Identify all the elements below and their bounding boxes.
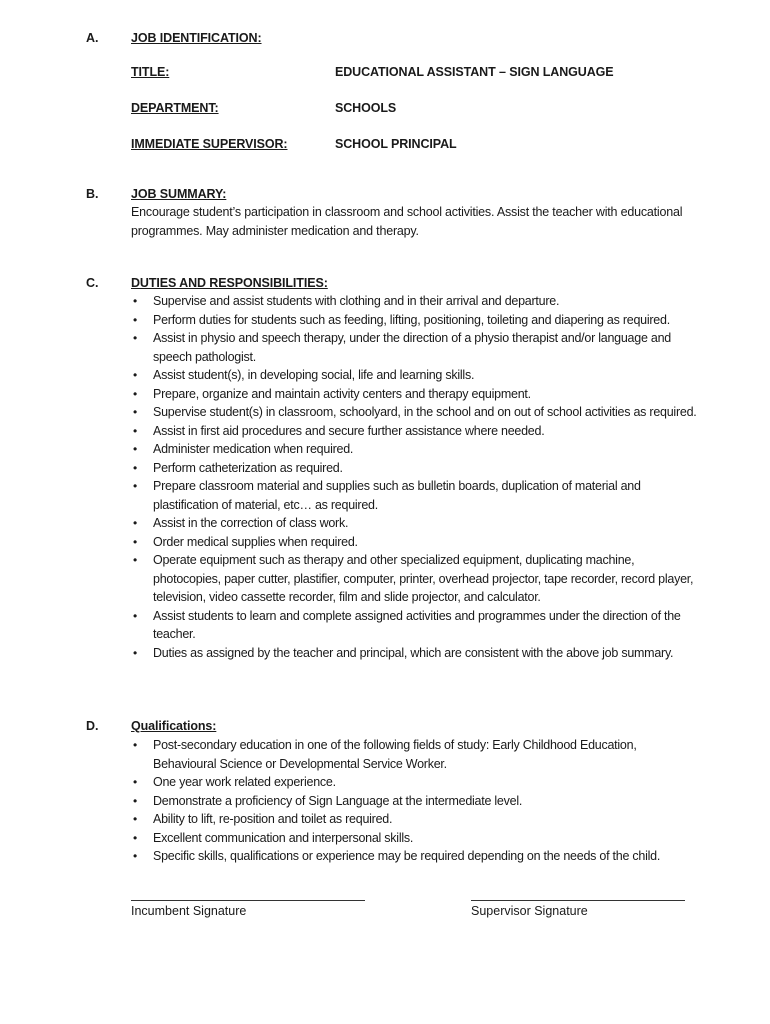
duty-item bbox=[131, 403, 703, 422]
bullet-icon: • bbox=[133, 331, 137, 345]
qualification-item bbox=[131, 847, 671, 866]
bullet-icon: • bbox=[133, 479, 137, 493]
duty-item bbox=[131, 422, 703, 441]
qualification-item-text: Post-secondary education in one of the following fields of study: Early Childhood Education, Behavioural Science or Developmental Service Worker. bbox=[153, 738, 637, 771]
duty-item bbox=[131, 551, 703, 607]
supervisor-label: IMMEDIATE SUPERVISOR: bbox=[131, 137, 288, 151]
bullet-icon: • bbox=[133, 645, 137, 660]
bullet-icon: • bbox=[133, 386, 137, 401]
section-d-letter: D. bbox=[86, 719, 99, 733]
duty-item bbox=[131, 366, 703, 385]
qualification-item-text: Demonstrate a proficiency of Sign Language at the intermediate level. bbox=[153, 793, 523, 808]
supervisor-signature-line bbox=[471, 900, 685, 901]
qualification-item-text: Excellent communication and interpersonal skills. bbox=[153, 830, 414, 845]
duty-item-text: Perform catheterization as required. bbox=[153, 460, 343, 475]
duty-item-text: Prepare classroom material and supplies such as bulletin boards, duplication of material and plastification of material, etc… as required. bbox=[153, 479, 641, 512]
duty-item bbox=[131, 644, 703, 663]
duty-item bbox=[131, 329, 703, 366]
duty-item-text: Assist student(s), in developing social, life and learning skills. bbox=[153, 368, 475, 382]
duty-item bbox=[131, 607, 703, 644]
section-a-heading: JOB IDENTIFICATION: bbox=[131, 31, 262, 45]
qualification-item-text: Ability to lift, re-position and toilet as required. bbox=[153, 812, 393, 826]
bullet-icon: • bbox=[133, 608, 137, 623]
duty-item-text: Supervise and assist students with clothing and in their arrival and departure. bbox=[153, 294, 560, 308]
duty-item bbox=[131, 385, 703, 404]
qualifications-list bbox=[131, 736, 671, 866]
supervisor-value: SCHOOL PRINCIPAL bbox=[335, 137, 457, 151]
qualification-item bbox=[131, 736, 671, 773]
bullet-icon: • bbox=[133, 812, 137, 826]
bullet-icon: • bbox=[133, 423, 137, 438]
bullet-icon: • bbox=[133, 849, 137, 863]
duty-item-text: Operate equipment such as therapy and other specialized equipment, duplicating machine, photocopies, paper cutter, plastifier, computer, printer, overhead projector, tape recorder, record player, television, video cassette recorder, film and slide projector, and calculator. bbox=[153, 553, 694, 604]
bullet-icon: • bbox=[133, 368, 137, 382]
title-label: TITLE: bbox=[131, 65, 170, 79]
duty-item bbox=[131, 440, 703, 459]
bullet-icon: • bbox=[133, 405, 137, 419]
bullet-icon: • bbox=[133, 830, 137, 845]
qualification-item-text: Specific skills, qualifications or experience may be required depending on the needs of the child. bbox=[153, 849, 661, 863]
section-c-letter: C. bbox=[86, 276, 99, 290]
qualification-item bbox=[131, 829, 671, 848]
bullet-icon: • bbox=[133, 553, 137, 567]
department-value: SCHOOLS bbox=[335, 101, 397, 115]
duty-item bbox=[131, 459, 703, 478]
qualification-item bbox=[131, 810, 671, 829]
duty-item bbox=[131, 514, 703, 533]
duty-item-text: Order medical supplies when required. bbox=[153, 534, 358, 549]
bullet-icon: • bbox=[133, 460, 137, 475]
bullet-icon: • bbox=[133, 738, 137, 752]
incumbent-signature-label: Incumbent Signature bbox=[131, 904, 247, 918]
section-b-heading: JOB SUMMARY: bbox=[131, 187, 227, 201]
section-c-heading: DUTIES AND RESPONSIBILITIES: bbox=[131, 276, 328, 290]
duty-item bbox=[131, 311, 703, 330]
duty-item-text: Assist in physio and speech therapy, under the direction of a physio therapist and/or language and speech pathologist. bbox=[153, 331, 671, 364]
duties-list bbox=[131, 292, 703, 662]
supervisor-signature-label: Supervisor Signature bbox=[471, 904, 588, 918]
duty-item bbox=[131, 533, 703, 552]
bullet-icon: • bbox=[133, 442, 137, 456]
bullet-icon: • bbox=[133, 312, 137, 327]
section-d-heading: Qualifications: bbox=[131, 719, 217, 733]
qualification-item-text: One year work related experience. bbox=[153, 775, 336, 789]
duty-item-text: Administer medication when required. bbox=[153, 442, 354, 456]
job-summary-text: Encourage student’s participation in classroom and school activities. Assist the teacher with educational programmes. May administer medication and therapy. bbox=[131, 205, 683, 238]
duty-item-text: Supervise student(s) in classroom, schoolyard, in the school and on out of school activities as required. bbox=[153, 405, 697, 419]
duty-item-text: Assist in the correction of class work. bbox=[153, 516, 349, 530]
duty-item-text: Assist students to learn and complete assigned activities and programmes under the direction of the teacher. bbox=[153, 608, 681, 641]
qualification-item bbox=[131, 792, 671, 811]
incumbent-signature-line bbox=[131, 900, 365, 901]
bullet-icon: • bbox=[133, 534, 137, 549]
qualification-item bbox=[131, 773, 671, 792]
section-b-letter: B. bbox=[86, 187, 99, 201]
duty-item-text: Assist in first aid procedures and secure further assistance where needed. bbox=[153, 423, 545, 438]
title-value: EDUCATIONAL ASSISTANT – SIGN LANGUAGE bbox=[335, 65, 614, 79]
duty-item bbox=[131, 477, 703, 514]
department-label: DEPARTMENT: bbox=[131, 101, 219, 115]
bullet-icon: • bbox=[133, 775, 137, 789]
duty-item bbox=[131, 292, 703, 311]
section-a-letter: A. bbox=[86, 31, 99, 45]
bullet-icon: • bbox=[133, 793, 137, 808]
duty-item-text: Perform duties for students such as feeding, lifting, positioning, toileting and diapering as required. bbox=[153, 312, 670, 327]
bullet-icon: • bbox=[133, 516, 137, 530]
bullet-icon: • bbox=[133, 294, 137, 308]
duty-item-text: Prepare, organize and maintain activity centers and therapy equipment. bbox=[153, 386, 531, 401]
duty-item-text: Duties as assigned by the teacher and principal, which are consistent with the above job summary. bbox=[153, 645, 674, 660]
